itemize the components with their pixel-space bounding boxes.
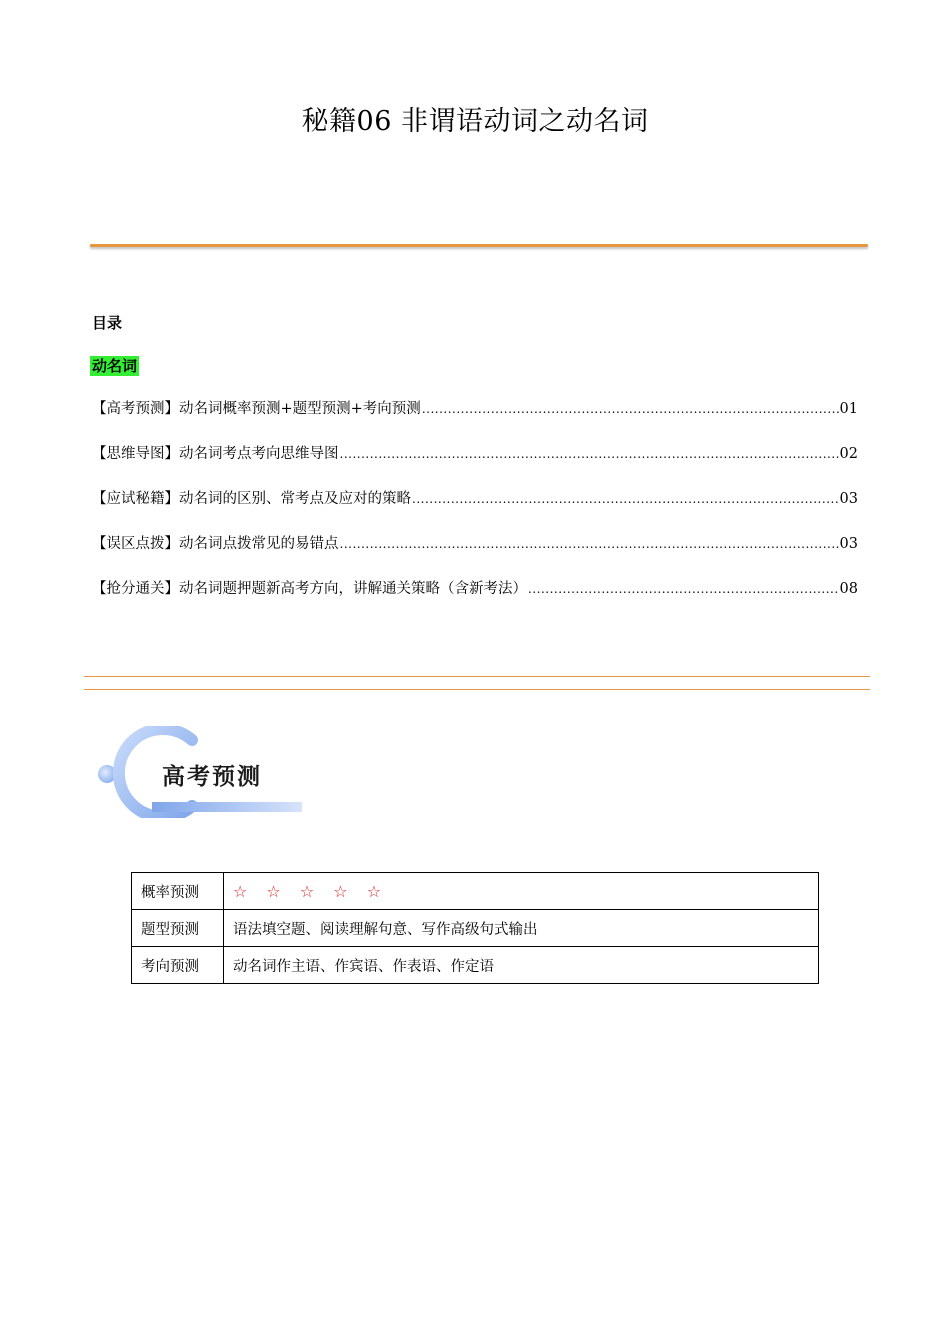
toc-section-label: 动名词 — [92, 357, 138, 375]
toc-entry-label: 【高考预测】动名词概率预测+题型预测+考向预测 — [92, 401, 421, 417]
table-cell-value — [224, 873, 819, 910]
orange-divider — [90, 244, 868, 247]
toc-entry-label: 【应试秘籍】动名词的区别、常考点及应对的策略 — [92, 491, 411, 507]
double-divider-top — [84, 676, 870, 677]
toc-entry-page: 03 — [839, 491, 858, 507]
toc-leader-dots — [412, 488, 839, 510]
toc-leader-dots — [340, 533, 839, 555]
toc-leader-dots — [528, 578, 839, 600]
toc-entry-label: 【误区点拨】动名词点拨常见的易错点 — [92, 536, 339, 552]
table-row — [132, 910, 819, 947]
page-title: 秘籍06 非谓语动词之动名词 — [301, 106, 649, 137]
table-cell-key: 概率预测 — [132, 873, 224, 910]
section-banner-title: 高考预测 — [162, 764, 262, 790]
toc-leader-dots — [340, 443, 839, 465]
double-divider-bottom — [84, 689, 870, 690]
toc-entry-page: 02 — [839, 446, 858, 462]
toc-entry-page: 03 — [839, 536, 858, 552]
table-row — [132, 947, 819, 984]
table-cell-key: 题型预测 — [132, 910, 224, 947]
toc-leader-dots — [422, 398, 839, 420]
toc-entry-page: 08 — [839, 581, 858, 597]
toc-entry[interactable] — [92, 398, 858, 443]
table-cell-value: 语法填空题、阅读理解句意、写作高级句式输出 — [224, 910, 819, 947]
table-of-contents — [92, 398, 858, 623]
table-cell-value: 动名词作主语、作宾语、作表语、作定语 — [224, 947, 819, 984]
toc-entry[interactable] — [92, 533, 858, 578]
toc-entry[interactable] — [92, 488, 858, 533]
table-cell-key: 考向预测 — [132, 947, 224, 984]
banner-bar — [152, 802, 302, 812]
toc-entry-label: 【思维导图】动名词考点考向思维导图 — [92, 446, 339, 462]
toc-entry-page: 01 — [839, 401, 858, 417]
toc-heading: 目录 — [92, 314, 123, 332]
toc-entry[interactable] — [92, 443, 858, 488]
toc-entry-label: 【抢分通关】动名词题押题新高考方向，讲解通关策略（含新考法） — [92, 581, 527, 597]
star-rating: ☆ ☆ ☆ ☆ ☆ — [233, 881, 389, 901]
prediction-table — [131, 872, 819, 984]
table-row — [132, 873, 819, 910]
toc-entry[interactable] — [92, 578, 858, 623]
